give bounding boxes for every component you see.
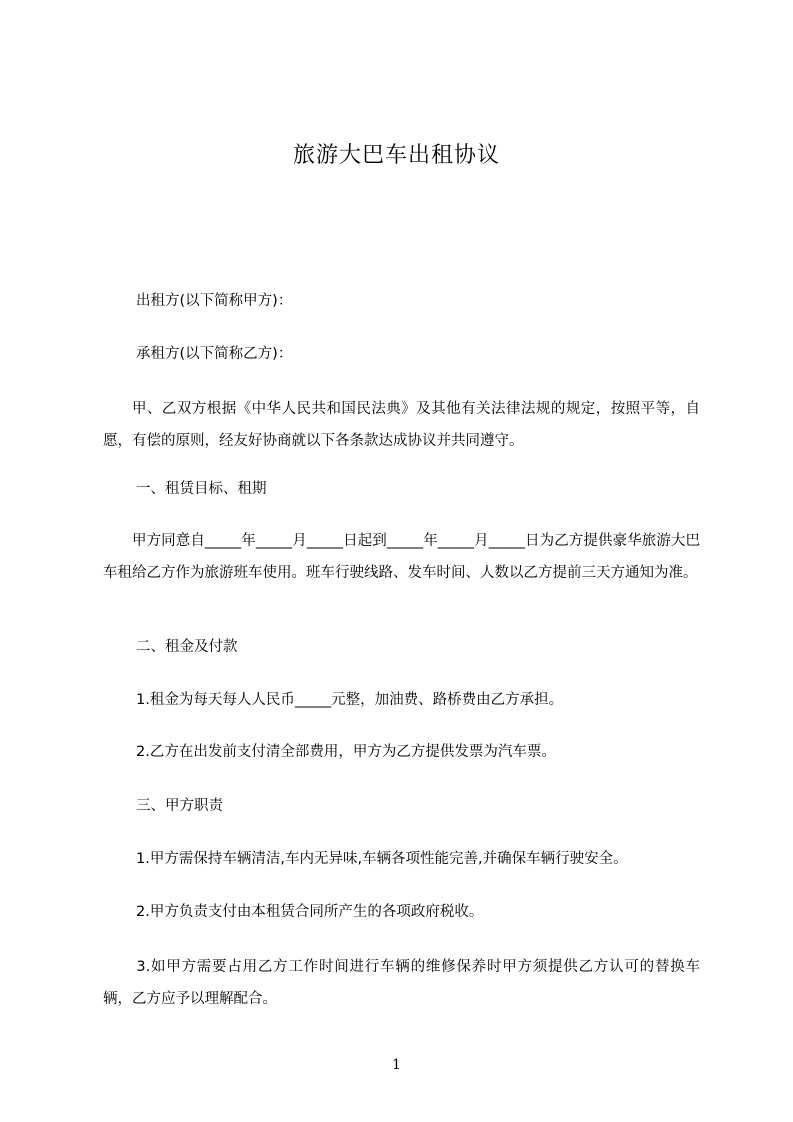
section2-item2: 2.乙方在出发前支付清全部费用，甲方为乙方提供发票为汽车票。 (136, 744, 556, 760)
section3-item2: 2.甲方负责支付由本租赁合同所产生的各项政府税收。 (136, 904, 484, 920)
document-title: 旅游大巴车出租协议 (292, 143, 500, 168)
lessor-label: 出租方(以下简称甲方)： (136, 293, 293, 309)
section2-heading: 二、租金及付款 (136, 639, 238, 655)
section1-heading: 一、租赁目标、租期 (136, 481, 267, 497)
section1-body: 甲方同意自_____年_____月_____日起到_____年_____月_____日为乙方提供豪华旅游大巴车租给乙方作为旅游班车使用。班车行驶线路、发车时间、人数以乙方提前三天方通知为准。 (103, 533, 700, 581)
page-number: 1 (392, 1057, 401, 1073)
section3-item3: 3.如甲方需要占用乙方工作时间进行车辆的维修保养时甲方须提供乙方认可的替换车辆，乙方应予以理解配合。 (103, 959, 700, 1007)
lessee-label: 承租方(以下简称乙方)： (136, 346, 293, 362)
intro-paragraph: 甲、乙双方根据《中华人民共和国民法典》及其他有关法律法规的规定，按照平等，自愿，有偿的原则，经友好协商就以下各条款达成协议并共同遵守。 (103, 401, 700, 449)
section3-heading: 三、甲方职责 (136, 798, 223, 814)
section3-item1: 1.甲方需保持车辆清洁,车内无异味,车辆各项性能完善,并确保车辆行驶安全。 (136, 851, 628, 867)
section2-item1: 1.租金为每天每人人民币_____元整，加油费、路桥费由乙方承担。 (136, 692, 564, 708)
